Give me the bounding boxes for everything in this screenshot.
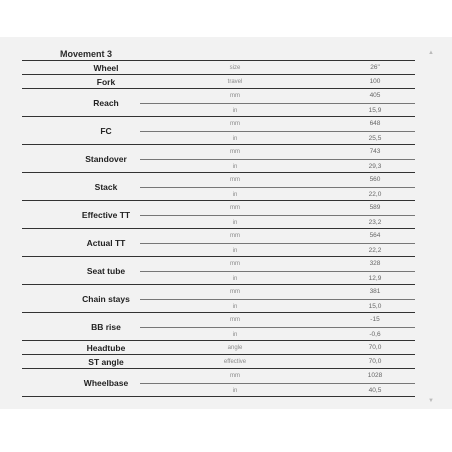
row-value: 23,2 bbox=[368, 219, 382, 226]
row-value: 328 bbox=[369, 260, 381, 267]
table-row bbox=[22, 368, 415, 396]
row-entry bbox=[140, 299, 415, 313]
row-value: 25,5 bbox=[368, 135, 382, 142]
row-label: Effective TT bbox=[81, 209, 131, 220]
row-label: Actual TT bbox=[86, 237, 126, 248]
row-value: 15,9 bbox=[368, 107, 382, 114]
table-row bbox=[22, 340, 415, 354]
row-label: Seat tube bbox=[86, 265, 126, 276]
table-title: Movement 3 bbox=[60, 49, 113, 59]
chevron-up-icon[interactable]: ▲ bbox=[428, 50, 434, 56]
row-entry bbox=[140, 117, 415, 130]
row-unit: mm bbox=[230, 93, 240, 99]
row-unit: in bbox=[232, 220, 238, 226]
row-value: 1028 bbox=[367, 372, 383, 379]
row-entry bbox=[140, 187, 415, 201]
row-entry bbox=[140, 257, 415, 270]
row-unit: in bbox=[232, 248, 238, 254]
row-label: BB rise bbox=[91, 321, 121, 332]
table-row bbox=[22, 354, 415, 368]
row-unit: in bbox=[232, 136, 238, 142]
row-value: 381 bbox=[369, 288, 381, 295]
table-row bbox=[22, 312, 415, 340]
row-value: 40,5 bbox=[368, 387, 382, 394]
row-value: 26" bbox=[370, 64, 380, 71]
row-entry bbox=[140, 89, 415, 102]
row-label: Stack bbox=[94, 181, 118, 192]
row-value: 22,0 bbox=[368, 191, 382, 198]
table-row bbox=[22, 172, 415, 200]
row-entry bbox=[140, 103, 415, 117]
row-label: Wheel bbox=[93, 62, 119, 73]
geometry-table bbox=[22, 60, 415, 397]
row-unit: in bbox=[232, 108, 238, 114]
table-row bbox=[22, 200, 415, 228]
row-value: 70,0 bbox=[368, 358, 382, 365]
row-value: 405 bbox=[369, 92, 381, 99]
row-entry bbox=[140, 369, 415, 382]
row-entry bbox=[140, 131, 415, 145]
row-value: 560 bbox=[369, 176, 381, 183]
row-entry bbox=[140, 243, 415, 257]
row-label: Headtube bbox=[86, 342, 126, 353]
row-label: Standover bbox=[85, 153, 127, 164]
row-unit: mm bbox=[230, 373, 240, 379]
row-label: Fork bbox=[96, 76, 116, 87]
row-unit: mm bbox=[230, 121, 240, 127]
row-value: -0,6 bbox=[369, 331, 381, 338]
row-unit: in bbox=[232, 388, 238, 394]
table-row bbox=[22, 256, 415, 284]
row-value: 22,2 bbox=[368, 247, 382, 254]
row-entry bbox=[140, 327, 415, 341]
table-row bbox=[22, 88, 415, 116]
row-unit: mm bbox=[230, 149, 240, 155]
row-value: 29,3 bbox=[368, 163, 382, 170]
row-unit: in bbox=[232, 164, 238, 170]
row-label: Reach bbox=[93, 97, 119, 108]
chevron-down-icon[interactable]: ▼ bbox=[428, 398, 434, 404]
table-row bbox=[22, 144, 415, 172]
row-entry bbox=[140, 271, 415, 285]
row-unit: travel bbox=[227, 79, 243, 85]
row-label: Chain stays bbox=[82, 293, 130, 304]
row-unit: size bbox=[229, 65, 241, 71]
row-entry bbox=[140, 383, 415, 397]
row-unit: effective bbox=[223, 359, 247, 365]
row-unit: mm bbox=[230, 317, 240, 323]
row-entry bbox=[140, 229, 415, 242]
row-value: 648 bbox=[369, 120, 381, 127]
row-value: 743 bbox=[369, 148, 381, 155]
row-entry bbox=[140, 201, 415, 214]
row-entry bbox=[140, 313, 415, 326]
row-value: -15 bbox=[370, 316, 380, 323]
row-entry bbox=[140, 145, 415, 158]
row-entry bbox=[140, 159, 415, 173]
row-value: 589 bbox=[369, 204, 381, 211]
row-unit: mm bbox=[230, 205, 240, 211]
row-value: 564 bbox=[369, 232, 381, 239]
row-label: FC bbox=[100, 125, 112, 136]
row-unit: angle bbox=[227, 345, 243, 351]
row-entry bbox=[140, 173, 415, 186]
table-row bbox=[22, 60, 415, 74]
row-value: 70,0 bbox=[368, 344, 382, 351]
row-label: ST angle bbox=[88, 356, 124, 367]
row-entry bbox=[140, 285, 415, 298]
table-row bbox=[22, 116, 415, 144]
row-unit: in bbox=[232, 304, 238, 310]
row-unit: mm bbox=[230, 289, 240, 295]
row-value: 15,0 bbox=[368, 303, 382, 310]
table-row bbox=[22, 284, 415, 312]
row-unit: mm bbox=[230, 177, 240, 183]
row-unit: mm bbox=[230, 261, 240, 267]
row-unit: in bbox=[232, 192, 238, 198]
row-value: 100 bbox=[369, 78, 381, 85]
table-row bbox=[22, 74, 415, 88]
table-row bbox=[22, 228, 415, 256]
row-unit: mm bbox=[230, 233, 240, 239]
row-unit: in bbox=[232, 332, 238, 338]
row-label: Wheelbase bbox=[83, 377, 129, 388]
row-unit: in bbox=[232, 276, 238, 282]
row-value: 12,9 bbox=[368, 275, 382, 282]
row-entry bbox=[140, 215, 415, 229]
